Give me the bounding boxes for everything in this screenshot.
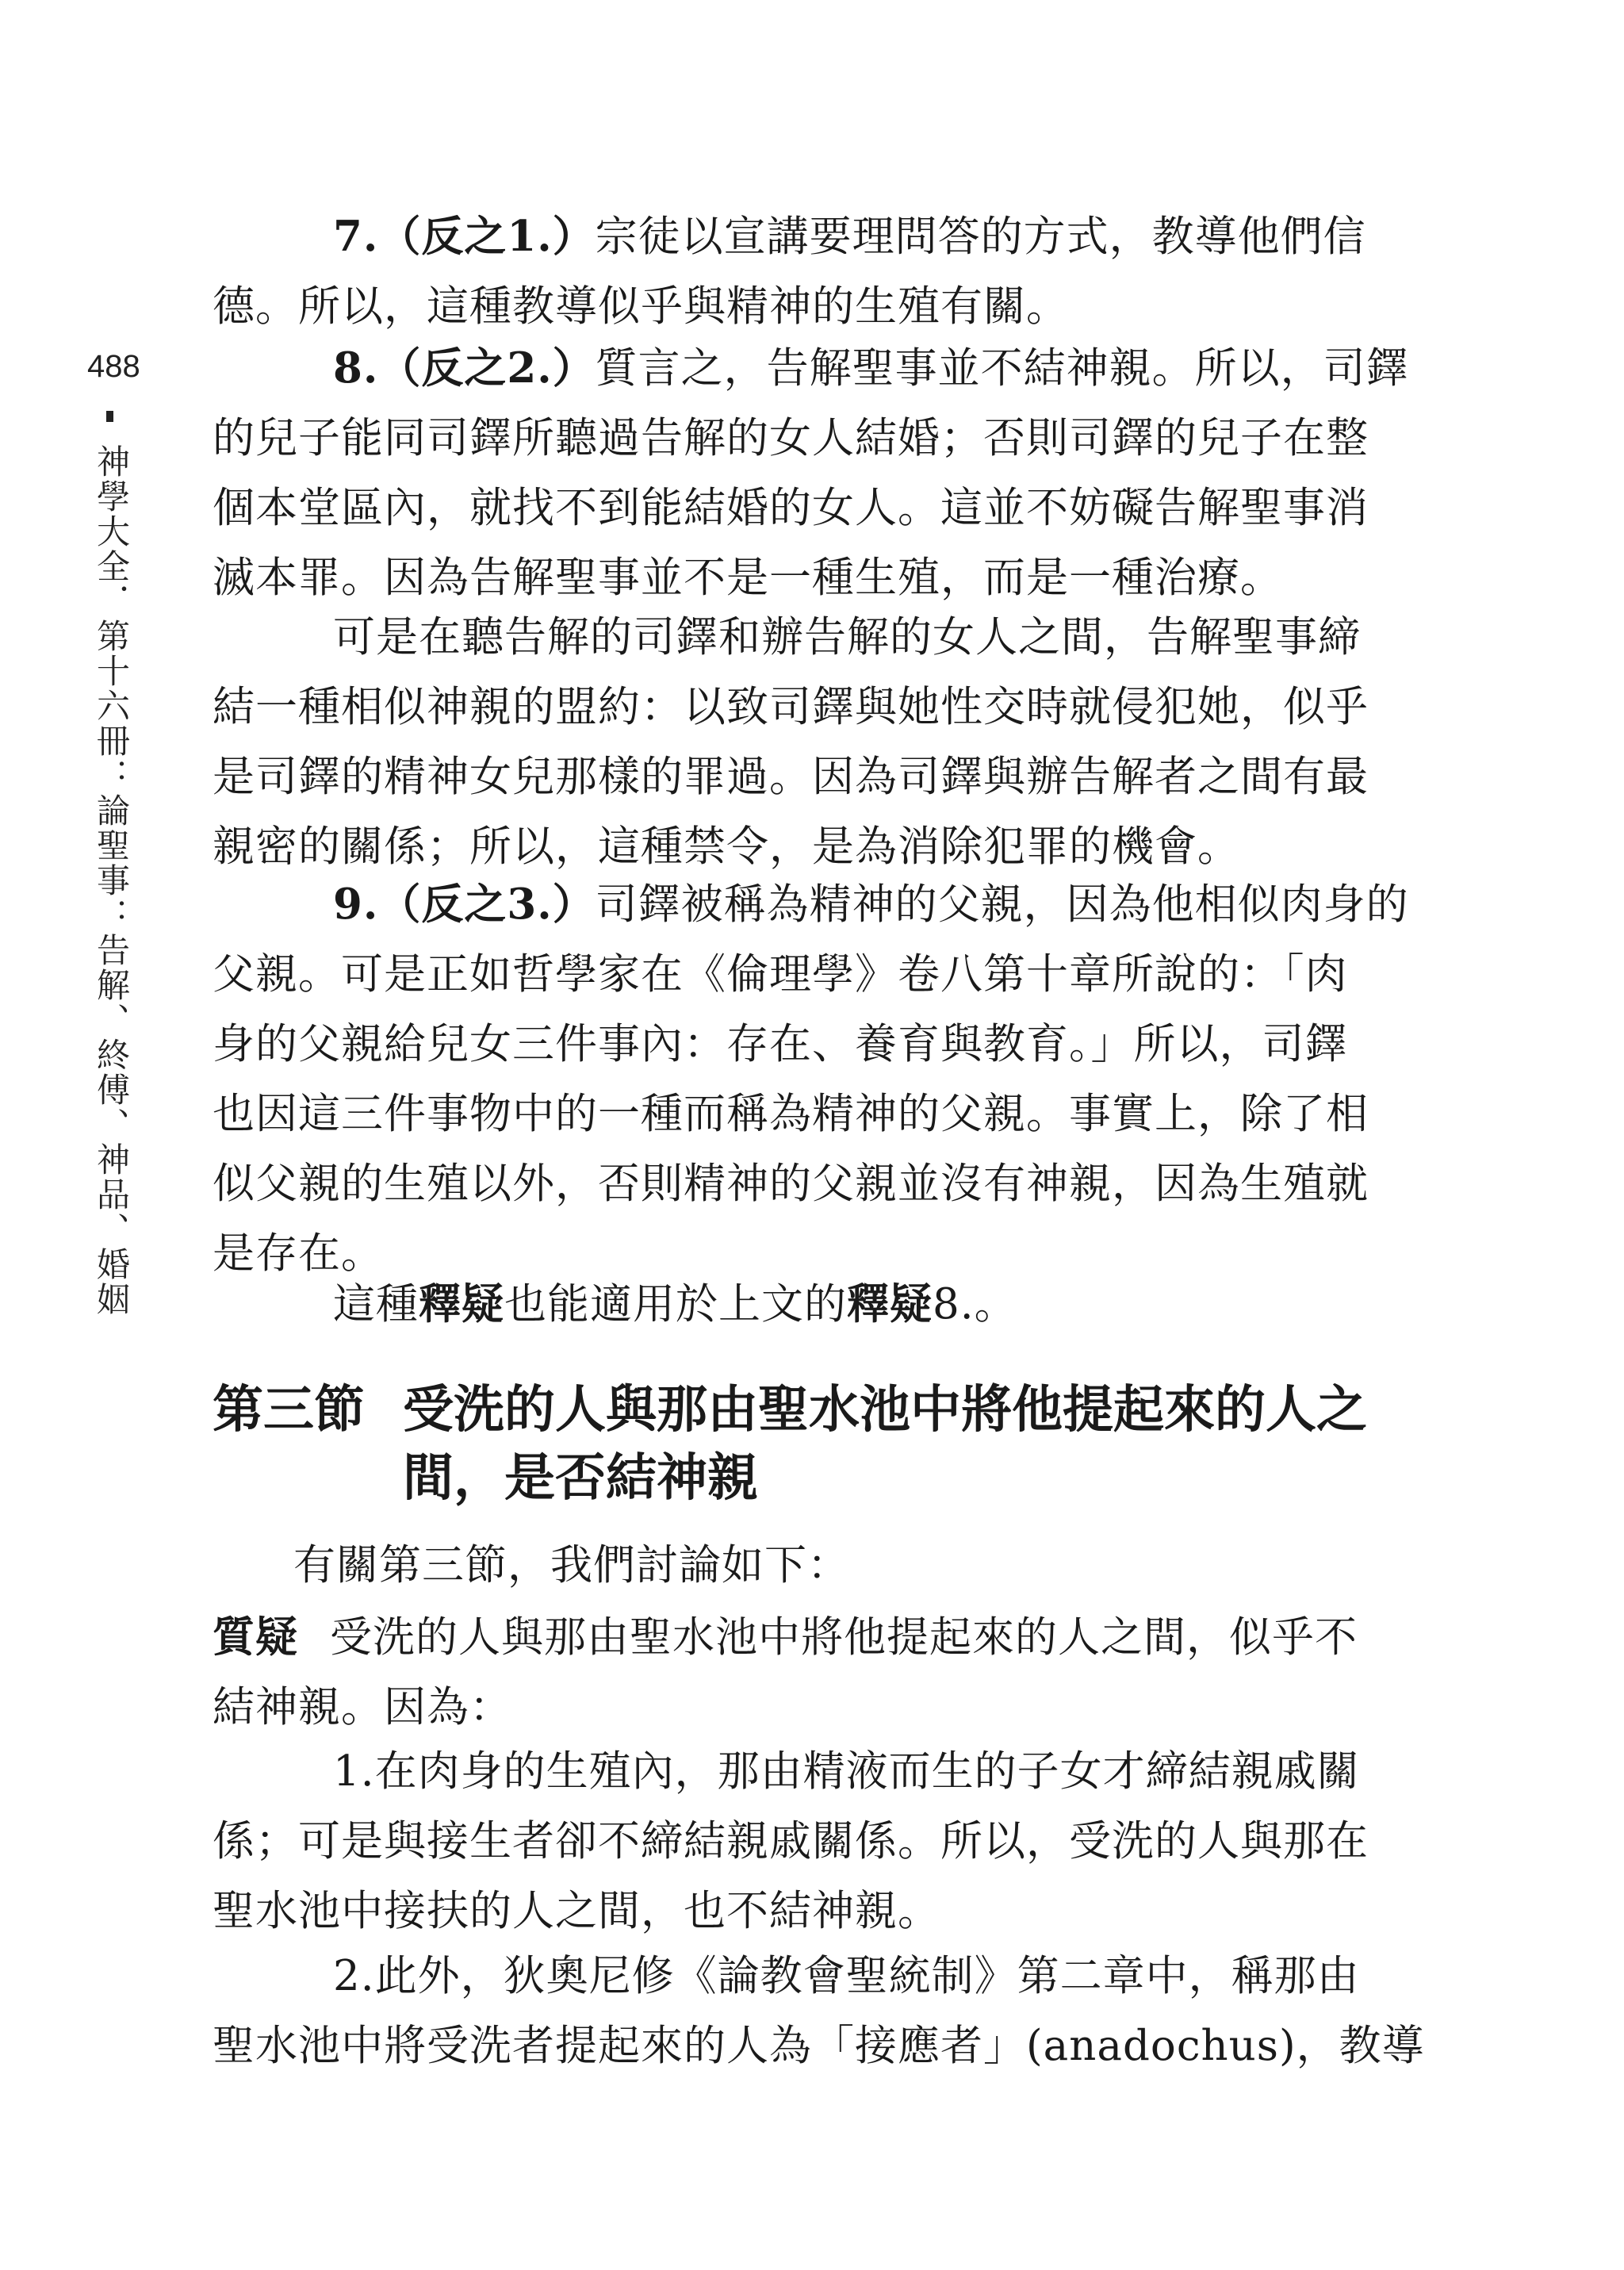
- section-title-line-1: 受洗的人與那由聖水池中將他提起來的人之: [403, 1380, 1367, 1440]
- reply-8-line-3: 個本堂區內，就找不到能結婚的女人。這並不妨礙告解聖事消: [213, 484, 1369, 532]
- reply-8-continued: [213, 603, 1369, 882]
- page-number: 488: [87, 349, 140, 384]
- reply-9: [213, 869, 1409, 1289]
- reply-8b-line-1: 可是在聽告解的司鐸和辦告解的女人之間，告解聖事締: [333, 613, 1361, 661]
- reply-8-label: 8.（反之2.）: [333, 343, 596, 393]
- running-title: 神學大全．第十六冊：論聖事：告解、終傅、神品、婚姻: [92, 444, 131, 1317]
- section-intro-line: 有關第三節，我們討論如下：: [293, 1541, 850, 1589]
- margin-dash: [106, 411, 113, 422]
- reply-8b-line-3: 是司鐸的精神女兒那樣的罪過。因為司鐸與辦告解者之間有最: [213, 753, 1369, 801]
- reply-8b-line-2: 結一種相似神親的盟約：以致司鐸與她性交時就侵犯她，似乎: [213, 683, 1369, 731]
- section-heading: [213, 1376, 1370, 1513]
- reply-9-line-3: 身的父親給兒女三件事內：存在、養育與教育。」所以，司鐸: [213, 1020, 1348, 1068]
- reply-9-line-5: 似父親的生殖以外，否則精神的父親並沒有神親，因為生殖就: [213, 1160, 1369, 1208]
- question-label: 質疑: [213, 1612, 298, 1662]
- reply-9-label: 9.（反之3.）: [333, 880, 596, 929]
- reply-9-line-4: 也因這三件事物中的一種而稱為精神的父親。事實上，除了相: [213, 1090, 1369, 1138]
- section-title-line-2: 間，是否結神親: [403, 1448, 758, 1508]
- reply-7-line-1: 7.（反之1.）宗徒以宣講要理問答的方式，教導他們信: [333, 212, 1366, 261]
- reply-7-line-2: 德。所以，這種教導似乎與精神的生殖有關。: [213, 282, 1069, 331]
- section-number: 第三節: [213, 1380, 365, 1440]
- objection-1: [213, 1737, 1369, 1946]
- objection-2-line-1: 2.此外，狄奧尼修《論教會聖統制》第二章中，稱那由: [333, 1952, 1360, 2000]
- objection-1-line-1: 1.在肉身的生殖內，那由精液而生的子女才締結親戚關: [333, 1747, 1360, 1796]
- reply-8-line-4: 滅本罪。因為告解聖事並不是一種生殖，而是一種治療。: [213, 554, 1283, 602]
- reply-9-note-line: 這種釋疑也能適用於上文的釋疑8.。: [333, 1279, 1017, 1329]
- objection-1-line-2: 係；可是與接生者卻不締結親戚關係。所以，受洗的人與那在: [213, 1817, 1369, 1865]
- question-line-1: 質疑 受洗的人與那由聖水池中將他提起來的人之間，似乎不: [213, 1612, 1358, 1662]
- objection-2-line-2: 聖水池中將受洗者提起來的人為「接應者」(anadochus)，教導: [213, 2022, 1425, 2070]
- reply-7: [213, 201, 1366, 342]
- objection-1-line-3: 聖水池中接扶的人之間，也不結神親。: [213, 1887, 940, 1935]
- reply-9-line-2: 父親。可是正如哲學家在《倫理學》卷八第十章所說的：「肉: [213, 950, 1348, 999]
- reply-7-label: 7.（反之1.）: [333, 212, 596, 261]
- question-line-2: 結神親。因為：: [213, 1683, 512, 1731]
- reply-8-line-1: 8.（反之2.）質言之，告解聖事並不結神親。所以，司鐸: [333, 343, 1409, 393]
- reply-9-note: [213, 1269, 1339, 1340]
- reply-9-line-6: 是存在。: [213, 1229, 384, 1278]
- reply-8b-line-4: 親密的關係；所以，這種禁令，是為消除犯罪的機會。: [213, 822, 1240, 871]
- objection-2: [213, 1942, 1425, 2081]
- section-intro: [213, 1531, 1339, 1601]
- reply-8-line-2: 的兒子能同司鐸所聽過告解的女人結婚；否則司鐸的兒子在整: [213, 414, 1369, 462]
- reply-8: [213, 333, 1409, 613]
- reply-9-line-1: 9.（反之3.）司鐸被稱為精神的父親，因為他相似肉身的: [333, 880, 1409, 929]
- question: [213, 1602, 1358, 1743]
